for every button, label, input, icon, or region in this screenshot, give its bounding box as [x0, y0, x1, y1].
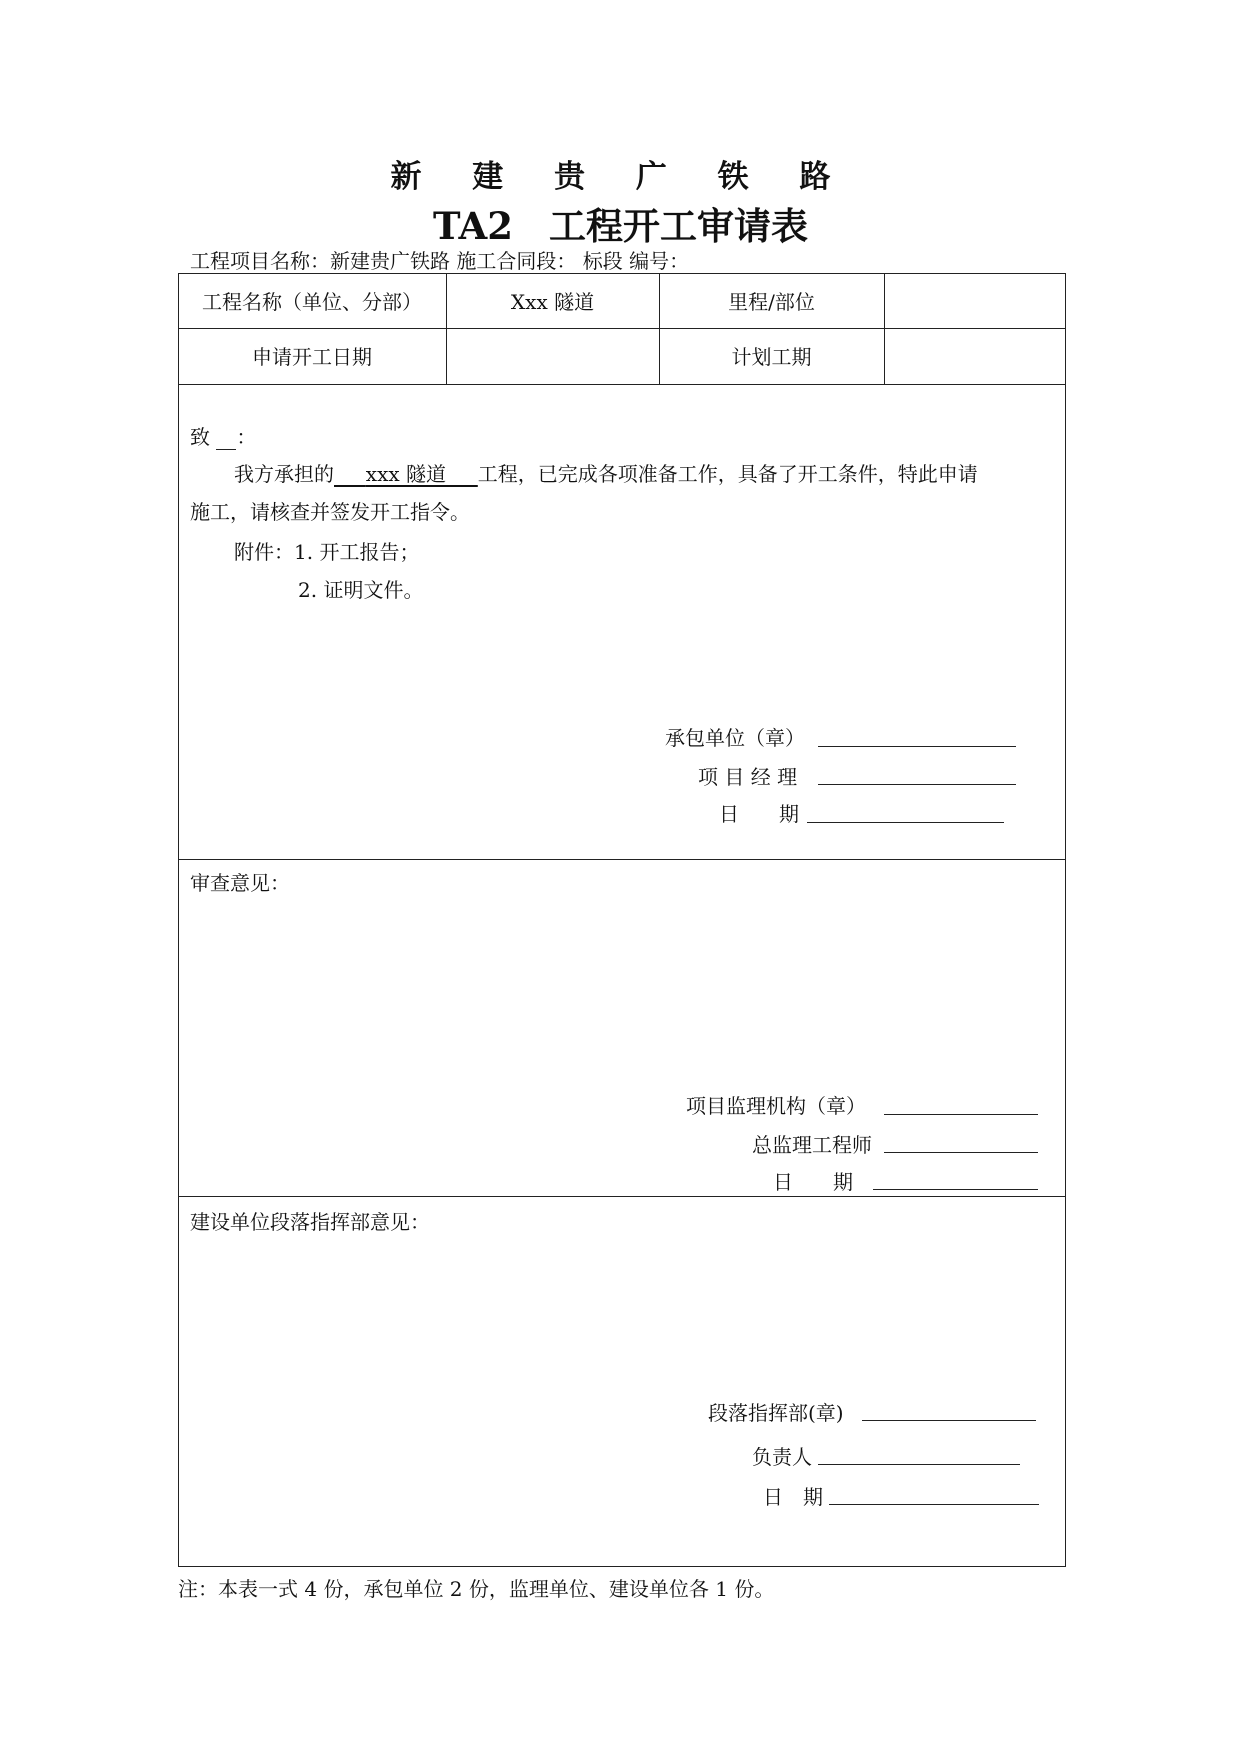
project-manager-label: 项 目 经 理	[698, 765, 798, 789]
addressee-colon: ：	[236, 425, 257, 449]
chief-engineer-line[interactable]	[884, 1152, 1038, 1153]
responsible-person-label: 负责人	[752, 1445, 812, 1469]
hq-seal-label: 段落指挥部(章)	[708, 1401, 844, 1425]
supervision-seal-line[interactable]	[884, 1114, 1038, 1115]
contractor-seal-label: 承包单位（章）	[665, 726, 805, 750]
body-suffix: 工程，已完成各项准备工作，具备了开工条件，特此申请	[477, 462, 978, 486]
addressee-prefix: 致	[190, 425, 210, 449]
addressee-blank[interactable]	[216, 427, 236, 450]
owner-date-label: 日 期	[763, 1485, 823, 1509]
owner-date-line[interactable]	[829, 1504, 1039, 1505]
planned-duration-label: 计划工期	[731, 345, 812, 369]
form-code: TA2	[433, 204, 513, 248]
body-prefix: 我方承担的	[234, 462, 334, 486]
chief-engineer-label: 总监理工程师	[752, 1133, 872, 1157]
body-fill-value: xxx 隧道	[365, 462, 446, 486]
section-divider-review	[178, 859, 1066, 860]
supervision-seal-label: 项目监理机构（章）	[686, 1094, 866, 1118]
review-date-label: 日 期	[773, 1170, 853, 1194]
attachment-1: 附件：1. 开工报告；	[234, 540, 420, 564]
project-name-value[interactable]: Xxx 隧道	[510, 290, 595, 314]
project-name-label: 工程名称（单位、分部）	[202, 290, 422, 314]
project-manager-line[interactable]	[818, 784, 1016, 785]
owner-opinion-label: 建设单位段落指挥部意见：	[190, 1210, 430, 1234]
contractor-date-label: 日 期	[719, 802, 799, 826]
mileage-value[interactable]	[884, 274, 1066, 330]
start-date-label: 申请开工日期	[252, 345, 372, 369]
review-opinion-label: 审查意见：	[190, 871, 290, 895]
application-body-line2: 施工，请核查并签发开工指令。	[190, 500, 470, 524]
mileage-label: 里程/部位	[728, 290, 815, 314]
application-body-line1	[234, 458, 978, 487]
planned-duration-value[interactable]	[884, 329, 1066, 385]
form-name: 工程开工审请表	[548, 204, 808, 248]
project-info-line: 工程项目名称：新建贵广铁路 施工合同段： 标段 编号：	[190, 249, 690, 273]
body-fill-tunnel[interactable]	[334, 462, 478, 486]
attachment-2: 2. 证明文件。	[298, 578, 424, 602]
responsible-person-line[interactable]	[818, 1464, 1020, 1465]
form-title	[0, 196, 1241, 250]
railway-title: 新 建 贵 广 铁 路	[390, 159, 851, 195]
review-date-line[interactable]	[873, 1189, 1038, 1190]
addressee-line	[190, 421, 256, 450]
start-date-value[interactable]	[446, 329, 659, 385]
contractor-date-line[interactable]	[807, 822, 1004, 823]
hq-seal-line[interactable]	[862, 1420, 1036, 1421]
footnote: 注：本表一式 4 份，承包单位 2 份，监理单位、建设单位各 1 份。	[178, 1577, 775, 1601]
section-divider-owner	[178, 1196, 1066, 1197]
contractor-seal-line[interactable]	[818, 746, 1016, 747]
